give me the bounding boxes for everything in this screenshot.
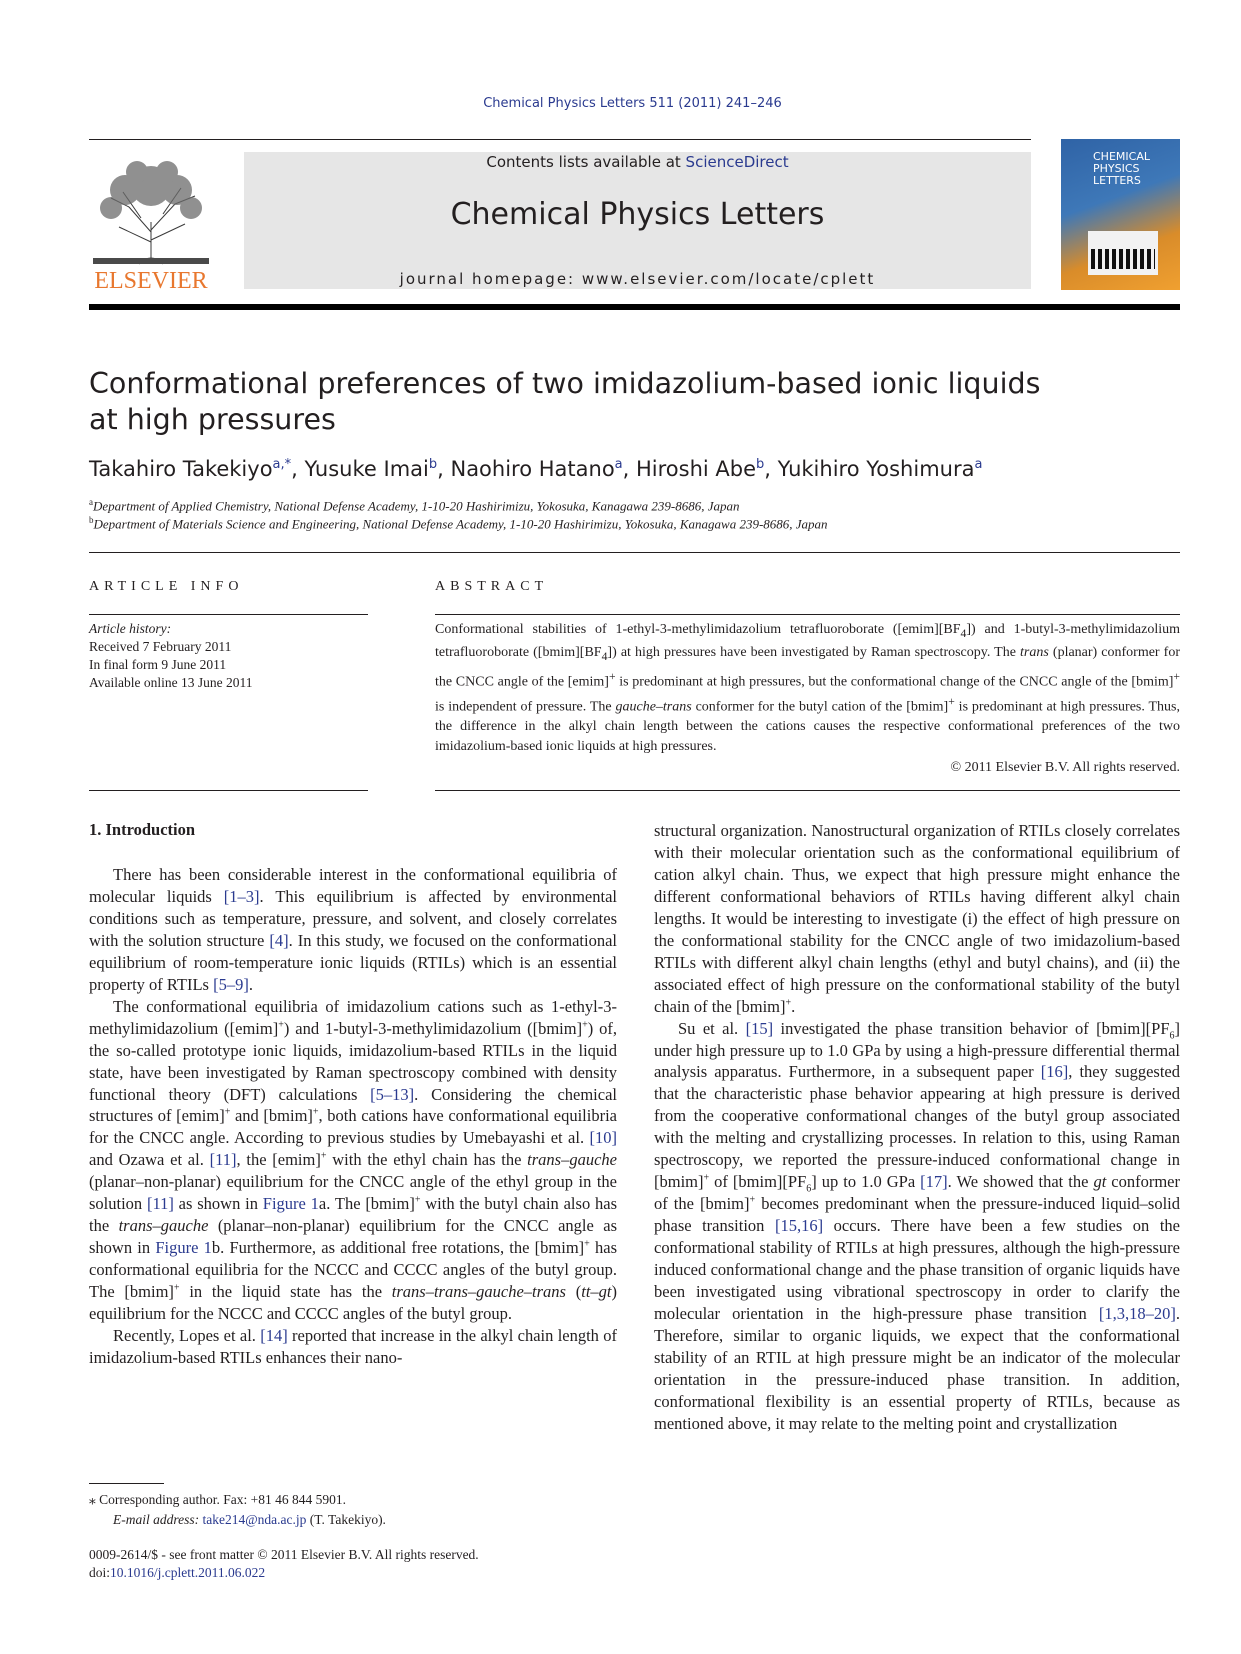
history-received: Received 7 February 2011 bbox=[89, 639, 232, 654]
contents-prefix: Contents lists available at bbox=[486, 153, 686, 171]
header-thick-rule bbox=[89, 304, 1180, 310]
front-matter bbox=[89, 1546, 689, 1582]
body-paragraph: Su et al. [15] investigated the phase transition behavior of $[bmim][PF_6]$ under high pressure up to 1.0 GPa by using a high-pressure differential thermal analysis apparatus. Furthermore, in a subsequent paper [16], they suggested that the characteristic phase behavior appearing at high pressure is derived from the cooperative conformational changes of the butyl group associated with the melting and crystallizing processes. In relation to this, using Raman spectroscopy, we reported the pressure-induced conformational change in [bmim]+ of $[bmim][PF_6]$ up to 1.0 GPa [17]. We showed that the gt conformer of the [bmim]+ becomes predominant when the pressure-induced liquid–solid phase transition [15,16] occurs. There have been a few studies on the conformational stability of RTILs at high pressures, although the high-pressure induced conformational change and the phase transition of organic liquids have been investigated using vibrational spectroscopy in order to clarify the molecular orientation in the high-pressure phase transition [1,3,18–20]. Therefore, similar to organic liquids, we expect that the conformational stability of an RTIL at high pressure might be an indicator of the molecular orientation in the pressure-induced phase transition. In addition, conformational flexibility is an essential property of RTILs, because as mentioned above, it may relate to the melting point and crystallization bbox=[654, 1018, 1181, 1433]
email-owner: (T. Takekiyo). bbox=[309, 1512, 386, 1527]
body-paragraph: There has been considerable interest in the conformational equilibria of molecular liquids [1–3]. This equilibrium is affected by environmental conditions such as temperature, pressure, and solvent, and closely correlates with the solution structure [4]. In this study, we focused on the conformational equilibrium of room-temperature ionic liquids (RTILs) which is an essential property of RTILs [5–9]. bbox=[89, 865, 617, 994]
footnote-marker: ⁎ bbox=[89, 1492, 96, 1507]
journal-homepage[interactable]: journal homepage: www.elsevier.com/locate/cplett bbox=[399, 270, 876, 288]
issn-line: 0009-2614/$ - see front matter © 2011 Elsevier B.V. All rights reserved. bbox=[89, 1547, 479, 1562]
title-line-2: at high pressures bbox=[89, 403, 336, 436]
author-name: Yusuke Imai bbox=[304, 457, 429, 481]
citation-link[interactable]: [11] bbox=[146, 1194, 174, 1214]
footnote-rule bbox=[89, 1483, 164, 1484]
footnote-email-line bbox=[89, 1510, 617, 1530]
citation-link[interactable]: [4] bbox=[269, 930, 289, 950]
elsevier-tree-logo bbox=[89, 152, 213, 292]
citation-link[interactable]: [15] bbox=[745, 1018, 774, 1038]
citation-link[interactable]: [11] bbox=[209, 1150, 237, 1170]
author-affiliation-marker[interactable]: a,* bbox=[272, 457, 292, 472]
affiliation-text: Department of Materials Science and Engineering, National Defense Academy, 1-10-20 Hashirimizu, Yokosuka, Kanagawa 239-8686, Japan bbox=[93, 516, 828, 532]
article-history bbox=[89, 620, 368, 692]
email-link[interactable]: take214@nda.ac.jp bbox=[202, 1512, 307, 1527]
body-column-left bbox=[89, 864, 617, 1369]
doi-link[interactable]: 10.1016/j.cplett.2011.06.022 bbox=[110, 1565, 266, 1580]
abstract-rule-bottom bbox=[435, 790, 1180, 791]
history-final-form: In final form 9 June 2011 bbox=[89, 657, 227, 672]
citation-link[interactable]: [16] bbox=[1040, 1062, 1069, 1082]
author-affiliation-marker[interactable]: a bbox=[614, 457, 623, 472]
section-rule bbox=[89, 552, 1180, 553]
article-info-rule-bottom bbox=[89, 790, 368, 791]
journal-title: Chemical Physics Letters bbox=[450, 197, 825, 232]
citation-link[interactable]: [1,3,18–20] bbox=[1098, 1303, 1176, 1323]
citation-link[interactable]: [5–13] bbox=[370, 1084, 415, 1104]
citation-link[interactable]: [17] bbox=[920, 1172, 948, 1192]
doi-line bbox=[89, 1564, 689, 1582]
title-line-1: Conformational preferences of two imidazolium-based ionic liquids bbox=[89, 367, 1041, 400]
abstract-copyright: © 2011 Elsevier B.V. All rights reserved. bbox=[950, 760, 1180, 775]
citation-link[interactable]: [10] bbox=[589, 1128, 617, 1148]
history-label: Article history: bbox=[89, 621, 172, 636]
footnote bbox=[89, 1490, 617, 1530]
history-available: Available online 13 June 2011 bbox=[89, 675, 253, 690]
abstract-text: Conformational stabilities of 1-ethyl-3-methylimidazolium tetrafluoroborate $([emim][BF_4])$ and 1-butyl-3-methylimidazolium tetrafluoroborate $([bmim][BF_4])$ at high pressures have been investigated by Raman spectroscopy. The trans (planar) conformer for the CNCC angle of the [emim]+ is predominant at high pressures, but the conformational change of the CNCC angle of the [bmim]+ is independent of pressure. The gauche–trans conformer for the butyl cation of the [bmim]+ is predominant at high pressures. Thus, the difference in the alkyl chain length between the cations causes the respective conformational preferences of the two imidazolium-based ionic liquids at high pressures. bbox=[435, 622, 1181, 754]
citation-link[interactable]: [5–9] bbox=[213, 974, 249, 994]
author-name: Takahiro Takekiyo bbox=[89, 457, 273, 481]
author-name: Hiroshi Abe bbox=[636, 457, 757, 481]
elsevier-wordmark: ELSEVIER bbox=[94, 268, 208, 292]
affiliation-marker: a bbox=[89, 497, 93, 507]
article-info-heading: ARTICLE INFO bbox=[89, 579, 244, 594]
corresponding-author-text: Corresponding author. Fax: +81 46 844 5901. bbox=[99, 1492, 346, 1507]
section-heading-introduction: 1. Introduction bbox=[89, 820, 196, 839]
figure-link[interactable]: Figure 1 bbox=[262, 1194, 319, 1214]
author-name: Naohiro Hatano bbox=[450, 457, 615, 481]
affiliation bbox=[89, 515, 1180, 532]
author-affiliation-marker[interactable]: a bbox=[974, 457, 983, 472]
body-column-right bbox=[654, 820, 1180, 1435]
citation-link[interactable]: [15,16] bbox=[774, 1216, 824, 1236]
citation-link[interactable]: [1–3] bbox=[223, 886, 260, 906]
author-list: Takahiro Takekiyo$^{a,*}$, Yusuke Imai$^b$, Naohiro Hatano$^a$, Hiroshi Abe$^b$, Yukihiro Yoshimura$^a$ bbox=[89, 457, 983, 481]
cover-title: CHEMICAL PHYSICS LETTERS bbox=[1093, 150, 1150, 187]
contents-line bbox=[244, 153, 1031, 171]
body-paragraph: Recently, Lopes et al. [14] reported that increase in the alkyl chain length of imidazolium-based RTILs enhances their nano- bbox=[89, 1326, 617, 1367]
doi-label: doi: bbox=[89, 1565, 111, 1580]
header-rule bbox=[89, 139, 1031, 140]
citation-link[interactable]: [14] bbox=[260, 1326, 288, 1346]
journal-citation[interactable]: Chemical Physics Letters 511 (2011) 241–246 bbox=[483, 96, 782, 111]
figure-link[interactable]: Figure 1 bbox=[155, 1238, 212, 1258]
author-affiliation-marker[interactable]: b bbox=[756, 457, 765, 472]
affiliation-text: Department of Applied Chemistry, National Defense Academy, 1-10-20 Hashirimizu, Yokosuka, Kanagawa 239-8686, Japan bbox=[93, 498, 740, 514]
article-title bbox=[89, 366, 1089, 438]
body-paragraph: The conformational equilibria of imidazolium cations such as 1-ethyl-3-methylimidazolium ([emim]+) and 1-butyl-3-methylimidazolium ([bmim]+) of, the so-called prototype ionic liquids, imidazolium-based RTILs in the liquid state, have been investigated by Raman spectroscopy combined with density functional theory (DFT) calculations [5–13]. Considering the chemical structures of [emim]+ and [bmim]+, both cations have conformational equilibria for the CNCC angle. According to previous studies by Umebayashi et al. [10] and Ozawa et al. [11], the [emim]+ with the ethyl chain has the trans–gauche (planar–non-planar) equilibrium for the CNCC angle of the ethyl group in the solution [11] as shown in Figure 1a. The [bmim]+ with the butyl chain also has the trans–gauche (planar–non-planar) equilibrium for the CNCC angle as shown in Figure 1b. Furthermore, as additional free rotations, the [bmim]+ has conformational equilibria for the NCCC and CCCC angles of the butyl group. The [bmim]+ in the liquid state has the trans–trans–gauche–trans (tt–gt) equilibrium for the NCCC and CCCC angles of the butyl group. bbox=[89, 996, 617, 1324]
article-info-rule bbox=[89, 614, 368, 615]
abstract-heading: ABSTRACT bbox=[435, 579, 549, 594]
body-paragraph: structural organization. Nanostructural organization of RTILs closely correlates with their molecular orientation such as the conformational equilibrium of cation alkyl chain. Thus, we expect that high pressure might enhance the different conformational behaviors of RTILs having different alkyl chain lengths. It would be interesting to investigate (i) the effect of high pressure on the conformational stability for the CNCC angle of two imidazolium-based RTILs with different alkyl chain lengths (ethyl and butyl chains), and (ii) the associated effect of high pressure on the conformational stability of the butyl chain of the [bmim]+. bbox=[654, 821, 1180, 1016]
sciencedirect-link[interactable]: ScienceDirect bbox=[685, 153, 789, 171]
abstract-rule bbox=[435, 614, 1180, 615]
footnote-corresponding bbox=[89, 1490, 617, 1510]
author-name: Yukihiro Yoshimura bbox=[777, 457, 975, 481]
affiliation bbox=[89, 497, 1180, 514]
cover-bars bbox=[1091, 249, 1155, 269]
affiliation-marker: b bbox=[89, 515, 94, 525]
email-label: E-mail address: bbox=[113, 1512, 200, 1527]
author-affiliation-marker[interactable]: b bbox=[428, 457, 438, 472]
journal-cover-image bbox=[1061, 139, 1180, 290]
